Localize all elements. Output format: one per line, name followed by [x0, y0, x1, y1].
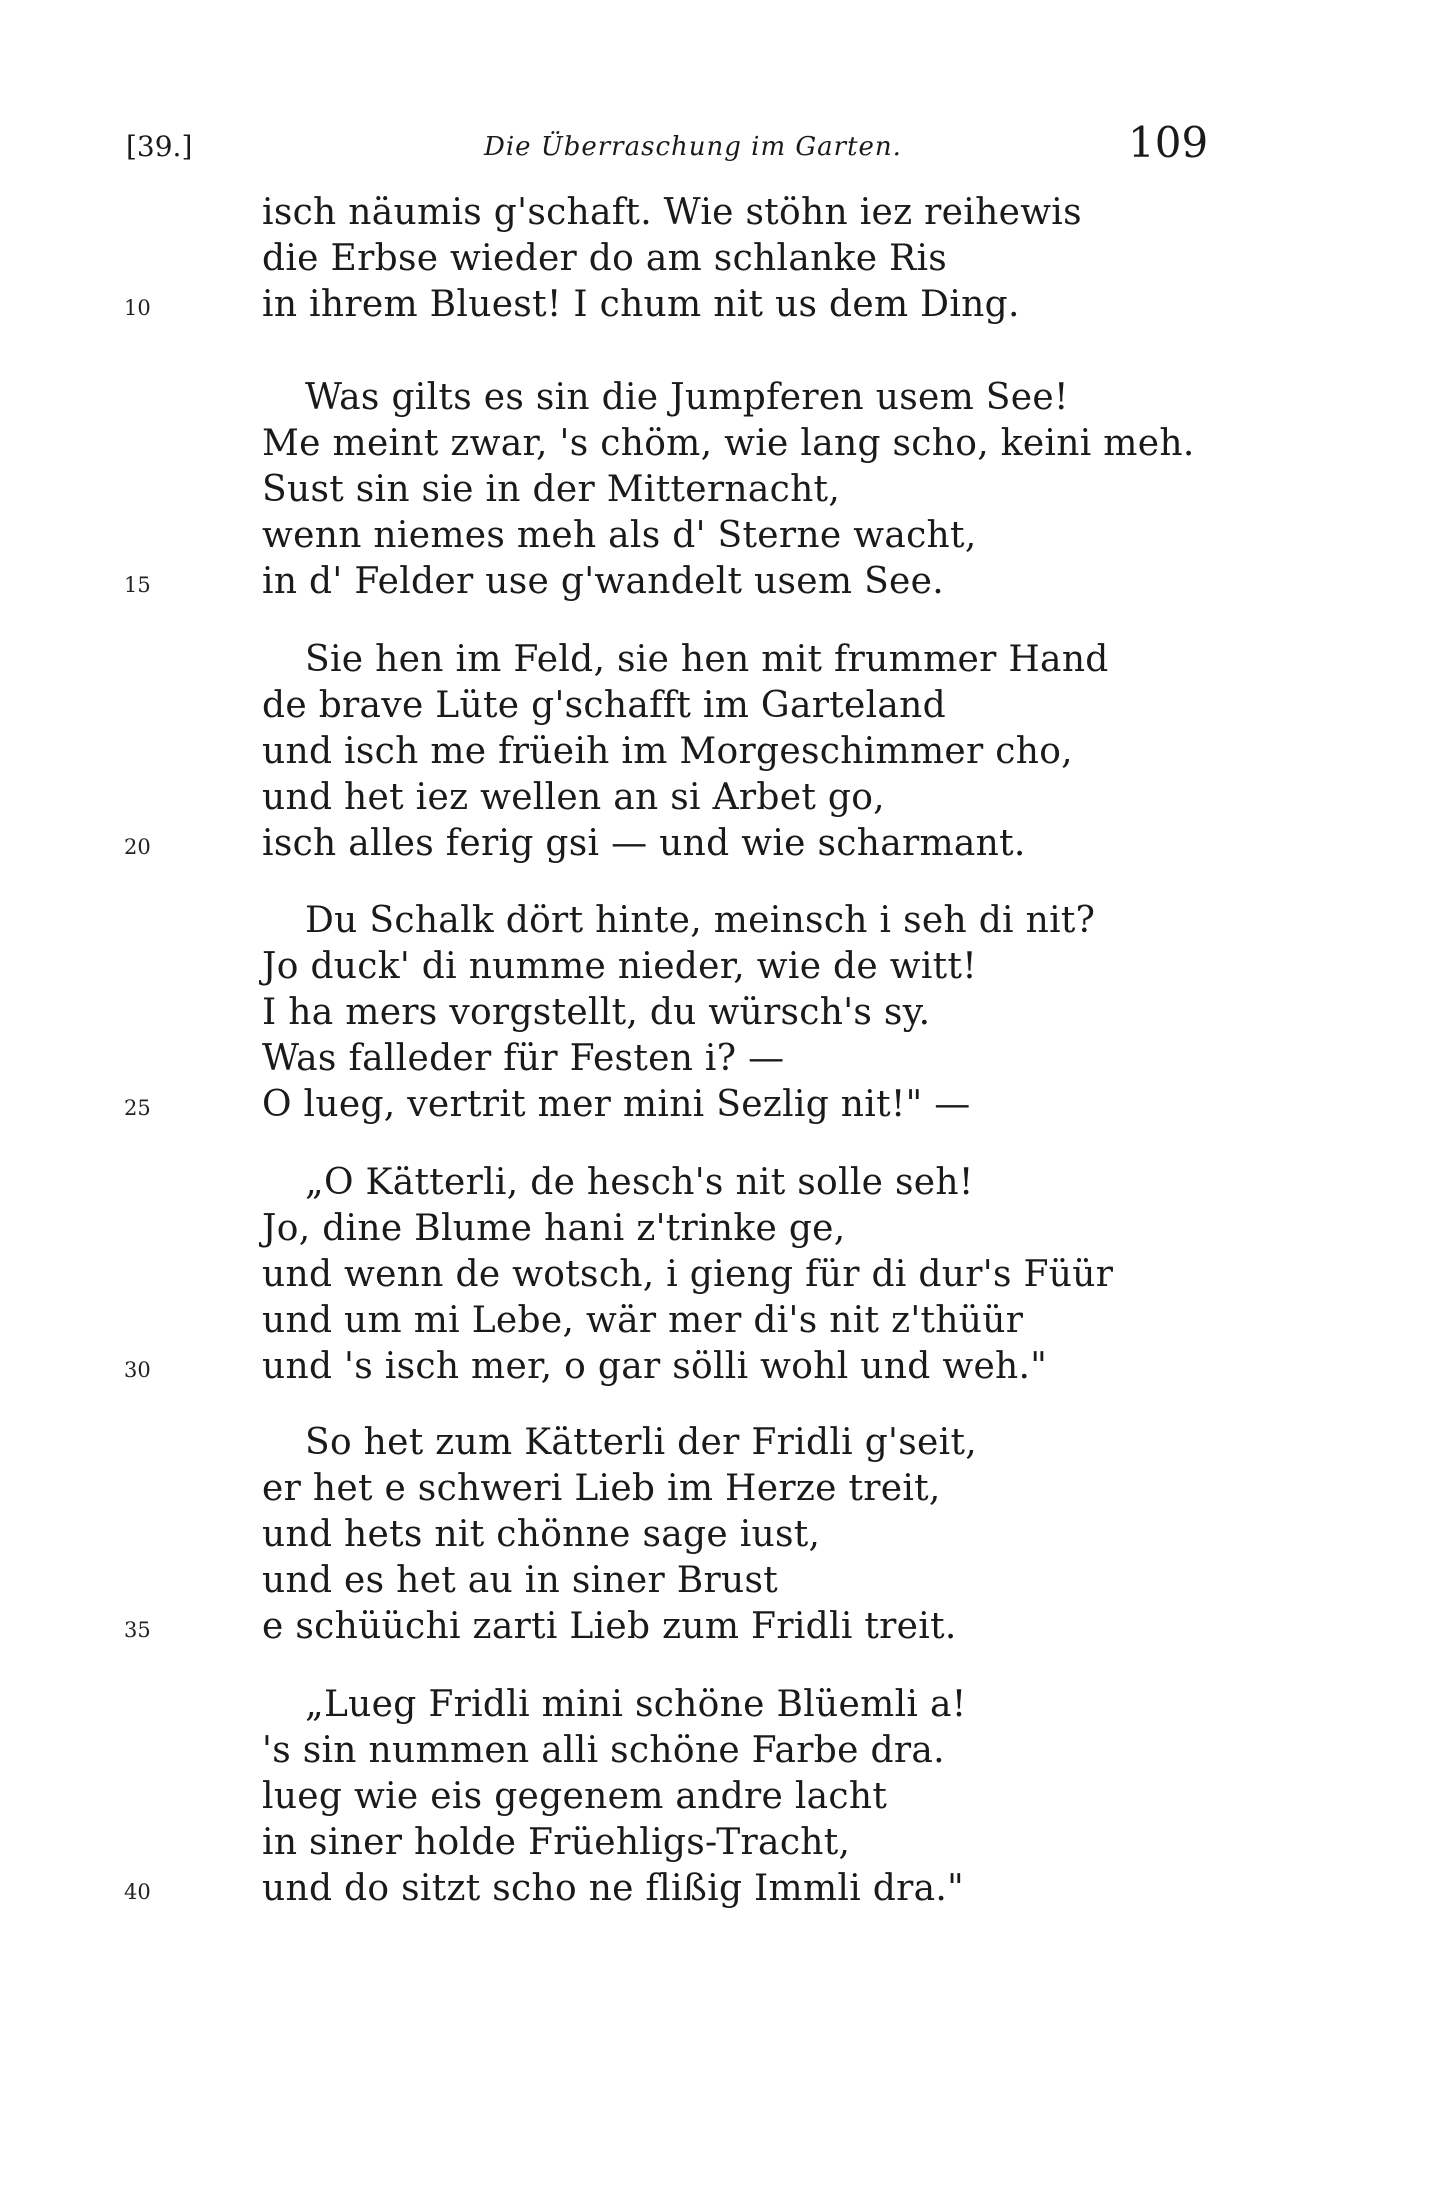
verse-line: [0, 1866, 1439, 1912]
verse-line: [0, 1160, 1439, 1206]
verse-text: die Erbse wieder do am schlanke Ris: [262, 238, 948, 279]
verse-text: Jo duck' di numme nieder, wie de witt!: [262, 946, 977, 987]
verse-line: [0, 990, 1439, 1036]
verse-line: [0, 467, 1439, 513]
verse-text: O lueg, vertrit mer mini Sezlig nit!" —: [262, 1084, 971, 1125]
verse-text: isch näumis g'schaft. Wie stöhn iez reihewis: [262, 192, 1082, 233]
verse-text: e schüüchi zarti Lieb zum Fridli treit.: [262, 1606, 957, 1647]
verse-text: „O Kätterli, de hesch's nit solle seh!: [305, 1162, 974, 1203]
verse-text: Sie hen im Feld, sie hen mit frummer Hand: [305, 639, 1109, 680]
verse-line: [0, 1082, 1439, 1128]
verse-text: So het zum Kätterli der Fridli g'seit,: [305, 1422, 977, 1463]
verse-line: [0, 821, 1439, 867]
stanza: [0, 1682, 1439, 1912]
verse-text: Was falleder für Festen i? —: [262, 1038, 785, 1079]
stanza: [0, 190, 1439, 328]
verse-line: [0, 729, 1439, 775]
verse-text: und hets nit chönne sage iust,: [262, 1514, 821, 1555]
verse-line: [0, 1728, 1439, 1774]
verse-text: de brave Lüte g'schafft im Garteland: [262, 685, 946, 726]
verse-line: [0, 1558, 1439, 1604]
verse-line: [0, 1774, 1439, 1820]
stanza: [0, 637, 1439, 867]
verse-line: [0, 421, 1439, 467]
verse-text: Du Schalk dört hinte, meinsch i seh di nit?: [305, 900, 1096, 941]
verse-line: [0, 683, 1439, 729]
line-number: 30: [124, 1358, 151, 1382]
verse-text: und um mi Lebe, wär mer di's nit z'thüür: [262, 1300, 1024, 1341]
verse-text: in siner holde Früehligs-Tracht,: [262, 1822, 851, 1863]
page-number: 109: [1128, 118, 1209, 167]
stanza: [0, 1420, 1439, 1650]
line-number: 10: [124, 296, 151, 320]
verse-line: [0, 944, 1439, 990]
verse-line: [0, 1604, 1439, 1650]
verse-line: [0, 637, 1439, 683]
verse-line: [0, 1206, 1439, 1252]
verse-line: [0, 1820, 1439, 1866]
running-title: Die Überraschung im Garten.: [484, 132, 902, 162]
verse-text: Sust sin sie in der Mitternacht,: [262, 469, 841, 510]
verse-text: und 's isch mer, o gar sölli wohl und weh.": [262, 1346, 1048, 1387]
line-number: 25: [124, 1096, 151, 1120]
verse-text: I ha mers vorgstellt, du würsch's sy.: [262, 992, 931, 1033]
verse-text: wenn niemes meh als d' Sterne wacht,: [262, 515, 977, 556]
verse-text: Me meint zwar, 's chöm, wie lang scho, keini meh.: [262, 423, 1195, 464]
verse-line: [0, 1466, 1439, 1512]
verse-text: isch alles ferig gsi — und wie scharmant.: [262, 823, 1026, 864]
verse-text: 's sin nummen alli schöne Farbe dra.: [262, 1730, 945, 1771]
line-number: 20: [124, 835, 151, 859]
verse-text: er het e schweri Lieb im Herze treit,: [262, 1468, 941, 1509]
verse-line: [0, 559, 1439, 605]
verse-text: „Lueg Fridli mini schöne Blüemli a!: [305, 1684, 967, 1725]
verse-line: [0, 1682, 1439, 1728]
chapter-bracket: [39.]: [126, 130, 193, 163]
verse-line: [0, 1036, 1439, 1082]
verse-line: [0, 190, 1439, 236]
line-number: 40: [124, 1880, 151, 1904]
verse-line: [0, 1298, 1439, 1344]
running-header: [0, 118, 1439, 178]
verse-line: [0, 513, 1439, 559]
verse-line: [0, 282, 1439, 328]
verse-text: Jo, dine Blume hani z'trinke ge,: [262, 1208, 846, 1249]
verse-line: [0, 1252, 1439, 1298]
stanza: [0, 375, 1439, 605]
verse-line: [0, 1512, 1439, 1558]
verse-text: und do sitzt scho ne flißig Immli dra.": [262, 1868, 965, 1909]
verse-line: [0, 898, 1439, 944]
verse-text: und es het au in siner Brust: [262, 1560, 779, 1601]
verse-text: in ihrem Bluest! I chum nit us dem Ding.: [262, 284, 1020, 325]
verse-line: [0, 1344, 1439, 1390]
verse-text: in d' Felder use g'wandelt usem See.: [262, 561, 945, 602]
verse-text: und het iez wellen an si Arbet go,: [262, 777, 885, 818]
verse-text: und wenn de wotsch, i gieng für di dur's Füür: [262, 1254, 1114, 1295]
verse-text: Was gilts es sin die Jumpferen usem See!: [305, 377, 1069, 418]
line-number: 15: [124, 573, 151, 597]
verse-text: lueg wie eis gegenem andre lacht: [262, 1776, 888, 1817]
verse-text: und isch me früeih im Morgeschimmer cho,: [262, 731, 1073, 772]
verse-line: [0, 375, 1439, 421]
verse-line: [0, 236, 1439, 282]
stanza: [0, 1160, 1439, 1390]
stanza: [0, 898, 1439, 1128]
verse-line: [0, 775, 1439, 821]
line-number: 35: [124, 1618, 151, 1642]
verse-line: [0, 1420, 1439, 1466]
